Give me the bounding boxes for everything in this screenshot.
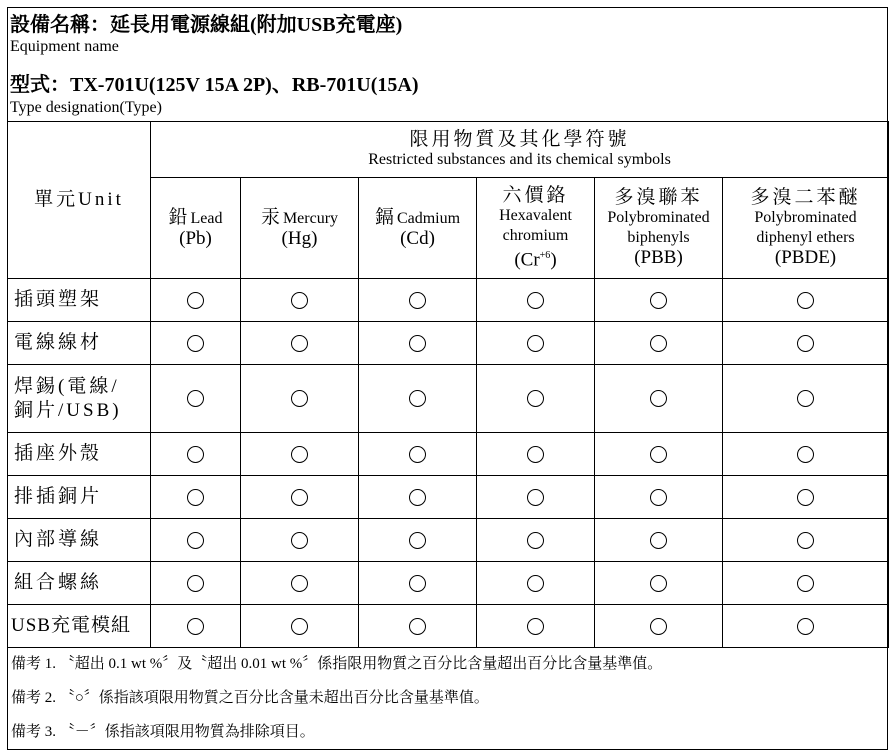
circle-icon bbox=[650, 618, 667, 635]
row-label: USB充電模組 bbox=[8, 605, 151, 648]
circle-icon bbox=[650, 532, 667, 549]
circle-icon bbox=[527, 532, 544, 549]
circle-icon bbox=[650, 446, 667, 463]
remark-1: 備考 1. 〝超出 0.1 wt %〞及〝超出 0.01 wt %〞係指限用物質之百分比含量超出百分比含量基準值。 bbox=[11, 656, 663, 672]
circle-icon bbox=[409, 532, 426, 549]
circle-icon bbox=[291, 489, 308, 506]
table-row bbox=[8, 279, 889, 322]
circle-icon bbox=[527, 335, 544, 352]
circle-icon bbox=[650, 292, 667, 309]
row-label: 電線線材 bbox=[8, 322, 151, 365]
circle-icon bbox=[650, 489, 667, 506]
unit-header: 單元Unit bbox=[8, 122, 151, 279]
circle-icon bbox=[409, 446, 426, 463]
circle-icon bbox=[291, 575, 308, 592]
table-row bbox=[8, 519, 889, 562]
circle-icon bbox=[291, 618, 308, 635]
restricted-substances-table bbox=[7, 121, 889, 648]
circle-icon bbox=[409, 335, 426, 352]
circle-icon bbox=[291, 335, 308, 352]
circle-icon bbox=[797, 292, 814, 309]
circle-icon bbox=[187, 292, 204, 309]
circle-icon bbox=[187, 575, 204, 592]
circle-icon bbox=[291, 446, 308, 463]
remark-2: 備考 2. 〝○〞係指該項限用物質之百分比含量未超出百分比含量基準值。 bbox=[11, 690, 489, 706]
table-row bbox=[8, 365, 889, 433]
row-label: 組合螺絲 bbox=[8, 562, 151, 605]
circle-icon bbox=[291, 292, 308, 309]
row-label: 插頭塑架 bbox=[8, 279, 151, 322]
remarks-section bbox=[7, 647, 888, 749]
remark-3: 備考 3. 〝－〞係指該項限用物質為排除項目。 bbox=[11, 724, 315, 740]
column-header-pbb: 多溴聯苯 Polybrominated biphenyls (PBB) bbox=[595, 178, 723, 279]
table-row bbox=[8, 322, 889, 365]
circle-icon bbox=[409, 618, 426, 635]
circle-icon bbox=[527, 618, 544, 635]
type-designation-label: Type designation(Type) bbox=[10, 99, 162, 116]
circle-icon bbox=[187, 489, 204, 506]
circle-icon bbox=[409, 575, 426, 592]
equipment-name-line: 設備名稱：延長用電源線組(附加USB充電座) bbox=[10, 14, 403, 36]
row-label: 焊錫(電線/ 銅片/USB) bbox=[8, 365, 151, 433]
circle-icon bbox=[187, 618, 204, 635]
circle-icon bbox=[527, 292, 544, 309]
table-row bbox=[8, 476, 889, 519]
circle-icon bbox=[527, 446, 544, 463]
circle-icon bbox=[187, 390, 204, 407]
row-label: 內部導線 bbox=[8, 519, 151, 562]
circle-icon bbox=[527, 489, 544, 506]
type-designation-line: 型式：TX-701U(125V 15A 2P)、RB-701U(15A) bbox=[10, 74, 419, 96]
column-header-lead: 鉛Lead (Pb) bbox=[151, 178, 241, 279]
circle-icon bbox=[291, 390, 308, 407]
circle-icon bbox=[409, 390, 426, 407]
circle-icon bbox=[527, 390, 544, 407]
circle-icon bbox=[187, 335, 204, 352]
circle-icon bbox=[187, 446, 204, 463]
circle-icon bbox=[650, 390, 667, 407]
table-row bbox=[8, 433, 889, 476]
row-label: 插座外殼 bbox=[8, 433, 151, 476]
circle-icon bbox=[187, 532, 204, 549]
circle-icon bbox=[650, 335, 667, 352]
circle-icon bbox=[291, 532, 308, 549]
restricted-substances-header: 限用物質及其化學符號 Restricted substances and its chemical symbols bbox=[151, 122, 889, 178]
table-row bbox=[8, 562, 889, 605]
circle-icon bbox=[797, 446, 814, 463]
equipment-name-label: Equipment name bbox=[10, 38, 119, 55]
circle-icon bbox=[797, 575, 814, 592]
row-label: 排插銅片 bbox=[8, 476, 151, 519]
circle-icon bbox=[797, 618, 814, 635]
column-header-cadmium: 鎘Cadmium (Cd) bbox=[359, 178, 477, 279]
circle-icon bbox=[797, 390, 814, 407]
circle-icon bbox=[797, 489, 814, 506]
column-header-mercury: 汞Mercury (Hg) bbox=[241, 178, 359, 279]
circle-icon bbox=[527, 575, 544, 592]
circle-icon bbox=[409, 292, 426, 309]
column-header-hexavalent-chromium: 六價鉻 Hexavalent chromium $(Cr^{+6})$ bbox=[477, 178, 595, 279]
circle-icon bbox=[409, 489, 426, 506]
circle-icon bbox=[797, 335, 814, 352]
circle-icon bbox=[650, 575, 667, 592]
circle-icon bbox=[797, 532, 814, 549]
table-row bbox=[8, 605, 889, 648]
column-header-pbde: 多溴二苯醚 Polybrominated diphenyl ethers (PBDE) bbox=[723, 178, 889, 279]
